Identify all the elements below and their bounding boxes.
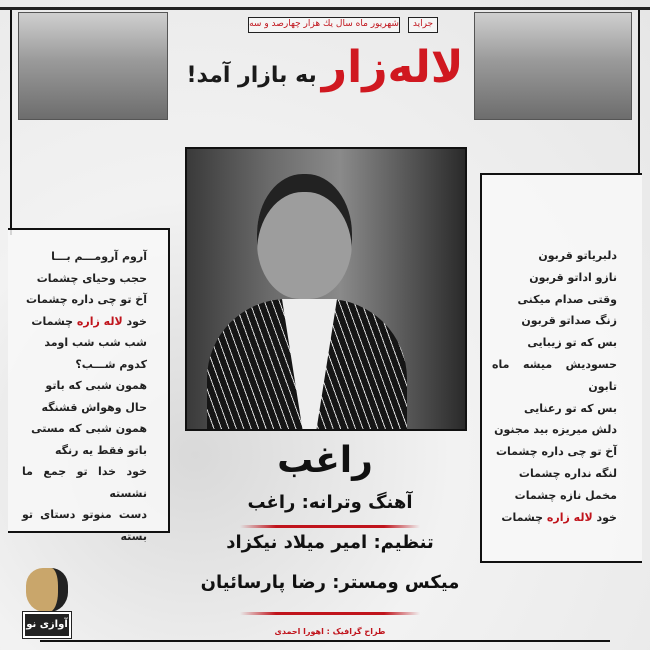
lyric-line: آخ تو چی داره چشمات [25,293,147,306]
lyric-line: دلبریاتو قربون [538,249,617,262]
lyric-line: بس که تو رعنایی [524,401,617,415]
top-rule [0,7,650,10]
source-label: جراید [408,17,438,33]
lyric-line: حال وهواش قشنگه [41,400,147,414]
red-divider [240,525,420,528]
headline-red: لاله‌زار [321,42,464,93]
frame-line [40,640,610,642]
lyric-line: نازو اداتو قربون [529,270,617,284]
lyric-line: دست منوتو دستای تو بسته [22,508,147,543]
lyric-line: کدوم شـــب؟ [75,357,147,371]
street-photo-left [18,12,168,120]
lyric-line: بس که تو زیبایی [527,336,617,350]
lyric-line [492,507,617,529]
credit-mix: میکس ومستر: رضا پارسائیان [200,572,460,593]
headline [180,42,470,112]
lyric-line: آروم آرومـــم بـــا [51,250,147,263]
frame-line [10,10,12,235]
red-divider [240,612,420,615]
headline-black: به بازار آمد! [186,63,317,88]
credit-composer: آهنگ وترانه: راغب [247,492,413,513]
lyric-line: حجب وحیای چشمات [36,271,147,285]
lyric-line: خود خدا تو جمع ما نشسته [22,465,147,500]
date-label: شهریور ماه سال یك هزار چهارصد و سه [248,17,400,33]
frame-line [638,10,640,175]
logo-text: آوازی نو [23,612,71,638]
street-photo-right [474,12,632,120]
lyric-line: لنگه نداره چشمات [518,466,617,480]
credit-graphic: طراح گرافیک : اهورا احمدی [274,627,386,636]
lyric-text: چشمات [501,510,547,524]
left-lyrics [22,246,147,547]
artist-name: راغب [277,440,373,481]
lyric-line: همون شبی که باتو [45,379,147,392]
lyric-highlight: لاله زاره [546,510,593,524]
label-logo [18,568,73,646]
lyric-line: شب شب شب اومد [44,336,147,349]
lyric-line: وقتی صدام میکنی [517,292,617,306]
lyric-line [22,311,147,333]
lyric-line: زنگ صداتو قربون [521,314,617,328]
lyric-line: حسودیش میشه ماه تابون [492,357,617,393]
lyric-text: خود [122,314,147,328]
right-lyrics [492,245,617,528]
lyric-line: باتو فقط یه رنگه [54,443,147,457]
lyric-line: مخمل نازه چشمات [514,488,617,502]
lyric-text: چشمات [31,314,77,328]
lyric-line: همون شبی که مستی [31,422,147,435]
lyric-line: دلش میریزه بید مجنون [494,423,617,437]
lyric-text: خود [592,510,617,524]
credit-arrangement: تنظیم: امیر میلاد نیکزاد [226,532,434,553]
lyric-highlight: لاله زاره [76,314,123,328]
lyric-line: آخ تو چی داره چشمات [495,445,617,459]
artist-portrait [185,147,467,431]
